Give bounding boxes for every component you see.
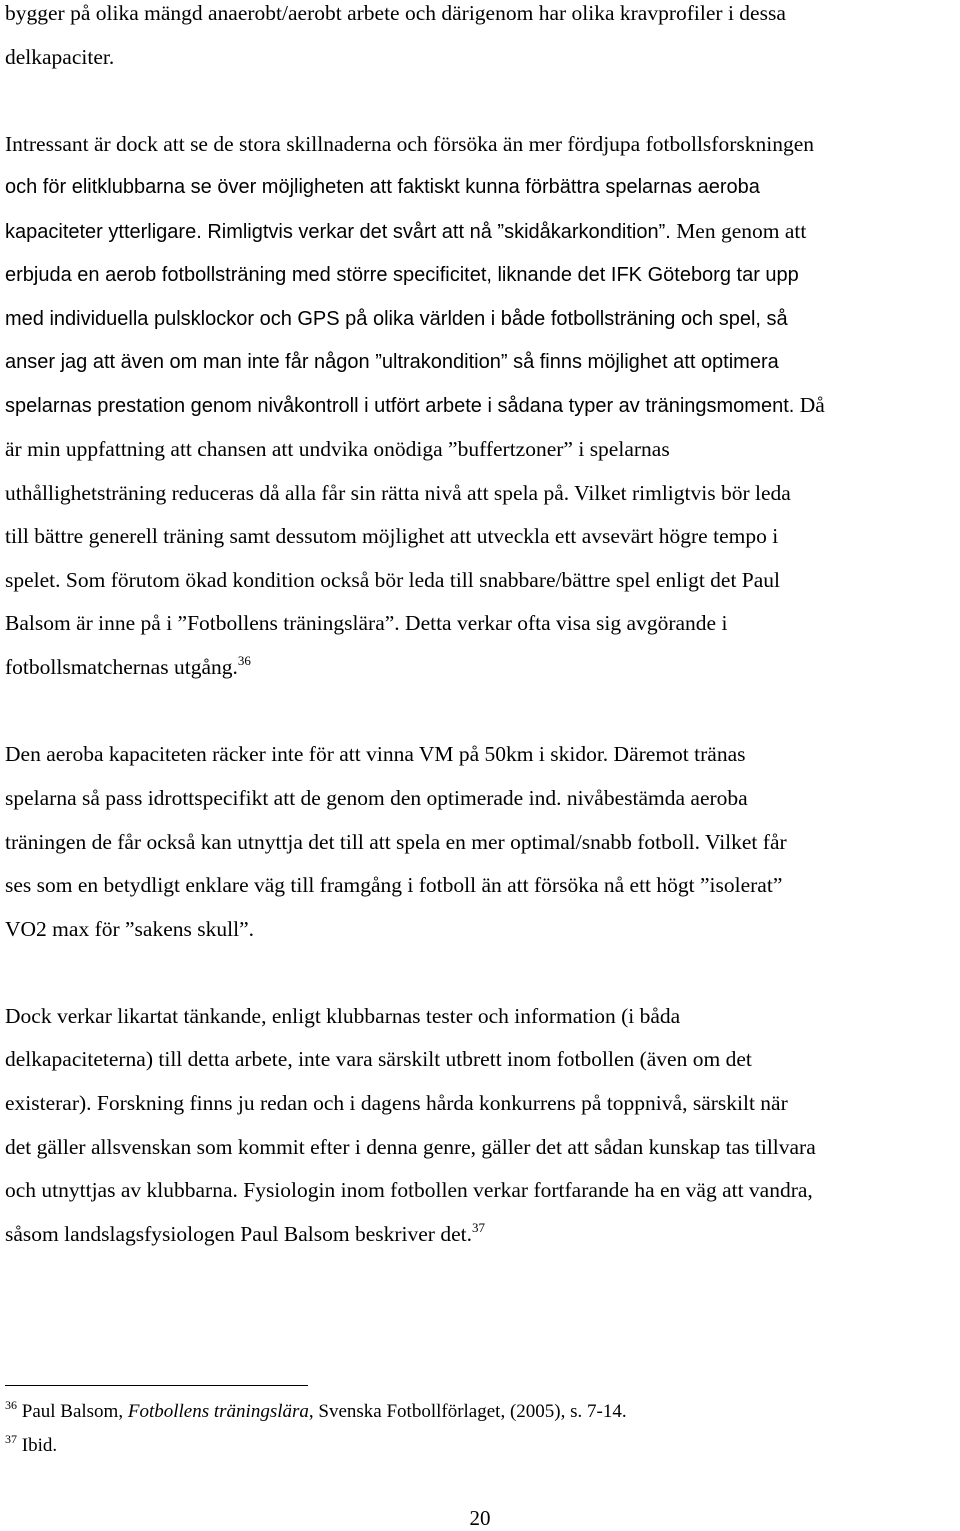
text-line: Balsom är inne på i ”Fotbollens träningslära”. Detta verkar ofta visa sig avgörande i [5, 611, 728, 635]
text-segment: Vilket rimligtvis bör leda [574, 481, 791, 505]
text-line: spelarna så pass idrottspecifikt att de genom den optimerade ind. nivåbestämda aeroba [5, 786, 748, 810]
text-line: är min uppfattning att chansen att undvika onödiga ”buffertzoner” i spelarnas [5, 437, 670, 461]
footnote-ref[interactable]: 37 [471, 1220, 485, 1235]
text-line: träningen de får också kan utnyttja det till att spela en mer optimal/snabb fotboll. Vilket får [5, 830, 787, 854]
footnote-text: Paul Balsom, [21, 1401, 124, 1422]
text-segment: uthållighetsträning reduceras då alla får sin rätta nivå att spela på. [5, 481, 570, 505]
text-line: Dock verkar likartat tänkande, enligt klubbarnas tester och information (i båda [5, 1004, 681, 1028]
text-line [5, 1221, 485, 1247]
footnote-number: 37 [5, 1432, 17, 1446]
text-segment: Men genom att [676, 219, 807, 243]
text-segment: Då [799, 393, 825, 417]
text-line: spelet. Som förutom ökad kondition också bör leda till snabbare/bättre spel enligt det Paul [5, 568, 781, 592]
footnote-divider [5, 1385, 308, 1386]
text-line: anser jag att även om man inte får någon ”ultrakondition” så finns möjlighet att optimera [5, 351, 779, 373]
text-line [5, 392, 825, 419]
text-line: bygger på olika mängd anaerobt/aerobt arbete och därigenom har olika kravprofiler i dessa [5, 1, 786, 25]
footnote-37 [5, 1432, 58, 1457]
text-line: till bättre generell träning samt dessutom möjlighet att utveckla ett avsevärt högre tempo i [5, 524, 779, 548]
text-line [5, 654, 251, 680]
text-line: Den aeroba kapaciteten räcker inte för att vinna VM på 50km i skidor. Däremot tränas [5, 742, 746, 766]
text-line: med individuella pulsklockor och GPS på olika världen i både fotbollsträning och spel, så [5, 308, 788, 330]
text-line: delkapaciteterna) till detta arbete, inte vara särskilt utbrett inom fotbollen (även om det [5, 1047, 752, 1071]
text-line [5, 480, 791, 506]
text-line: och utnyttjas av klubbarna. Fysiologin inom fotbollen verkar fortfarande ha en väg att vandra, [5, 1178, 813, 1202]
footnote-text: Ibid. [21, 1435, 58, 1456]
text-segment: fotbollsmatchernas utgång. [5, 655, 238, 679]
text-line: och för elitklubbarna se över möjligheten att faktiskt kunna förbättra spelarnas aeroba [5, 176, 760, 198]
page-number: 20 [469, 1506, 491, 1530]
text-segment: såsom landslagsfysiologen Paul Balsom beskriver det. [5, 1222, 472, 1246]
text-segment: spelarnas prestation genom nivåkontroll i utfört arbete i sådana typer av träningsmoment. [5, 395, 795, 417]
text-line: existerar). Forskning finns ju redan och i dagens hårda konkurrens på toppnivå, särskilt när [5, 1091, 788, 1115]
text-line: Intressant är dock att se de stora skillnaderna och försöka än mer fördjupa fotbollsforskningen [5, 132, 814, 156]
text-line [5, 218, 806, 245]
text-line: det gäller allsvenskan som kommit efter i denna genre, gäller det att sådan kunskap tas tillvara [5, 1135, 816, 1159]
text-line: ses som en betydligt enklare väg till framgång i fotboll än att försöka nå ett högt ”isolerat” [5, 873, 783, 897]
footnote-36 [5, 1398, 627, 1423]
footnote-number: 36 [5, 1398, 17, 1412]
text-line: VO2 max för ”sakens skull”. [5, 917, 254, 941]
text-line: delkapaciter. [5, 45, 115, 69]
footnote-text: , Svenska Fotbollförlaget, (2005), s. 7-14. [308, 1401, 627, 1422]
footnote-book-title: Fotbollens träningslära [127, 1401, 309, 1422]
footnote-ref[interactable]: 36 [237, 653, 251, 668]
text-line: erbjuda en aerob fotbollsträning med större specificitet, liknande det IFK Göteborg tar upp [5, 264, 799, 286]
text-segment: kapaciteter ytterligare. Rimligtvis verkar det svårt att nå ”skidåkarkondition”. [5, 221, 671, 243]
